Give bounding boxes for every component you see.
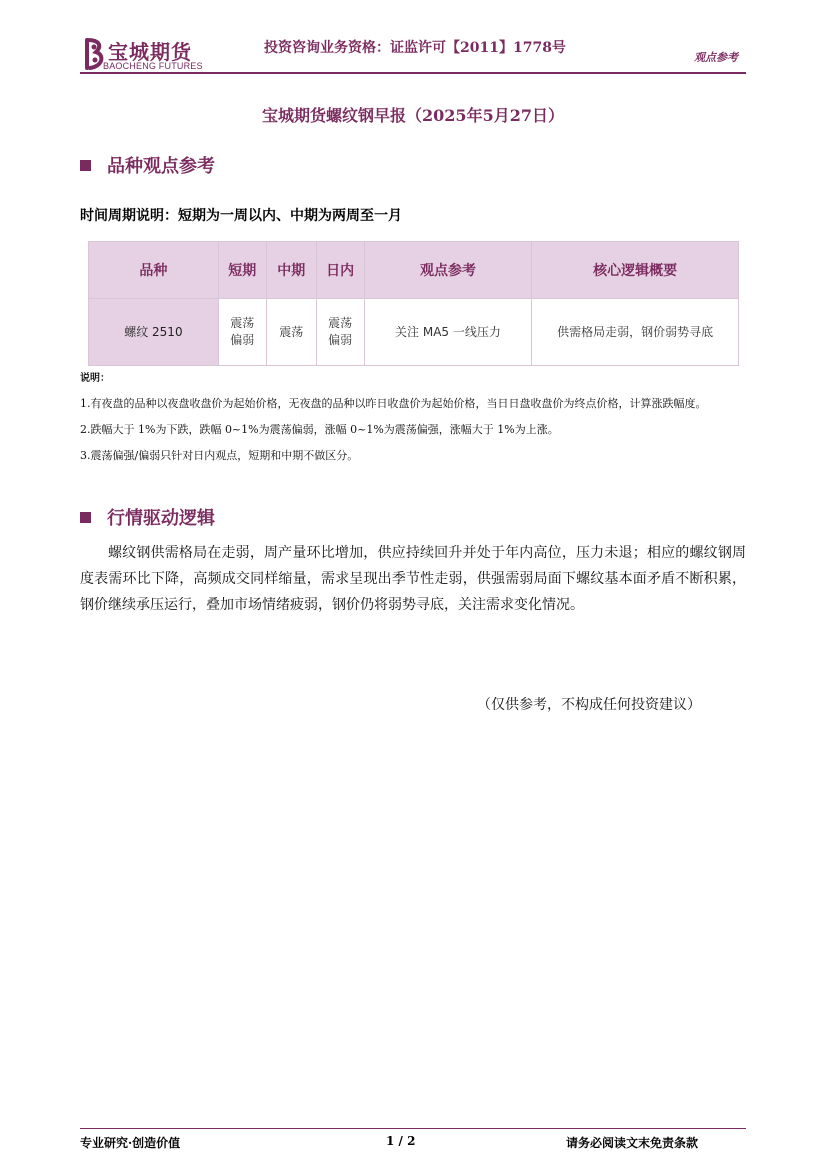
- qualification-text: 投资咨询业务资格：证监许可【2011】1778号: [264, 40, 566, 56]
- note-item: 2.跌幅大于 1%为下跌，跌幅 0~1%为震荡偏弱，涨幅 0~1%为震荡偏强，涨幅大于 1%为上涨。: [80, 423, 559, 436]
- table-cell: 震荡 偏弱: [218, 299, 266, 366]
- table-header-cell: 核心逻辑概要: [532, 242, 739, 299]
- footer-slogan: 专业研究·创造价值: [80, 1136, 181, 1150]
- table-row: [89, 299, 739, 366]
- notes-block: [80, 369, 746, 473]
- table-cell: 震荡: [266, 299, 316, 366]
- header-tag: 观点参考: [694, 51, 738, 64]
- table-cell: 供需格局走弱，钢价弱势寻底: [532, 299, 739, 366]
- note-item: 3.震荡偏强/偏弱只针对日内观点，短期和中期不做区分。: [80, 449, 359, 462]
- table-header-cell: 观点参考: [364, 242, 532, 299]
- section-heading-views: [80, 152, 215, 178]
- logic-paragraph: 螺纹钢供需格局在走弱，周产量环比增加，供应持续回升并处于年内高位，压力未退；相应的螺纹钢周度表需环比下降，高频成交同样缩量，需求呈现出季节性走弱，供强需弱局面下螺纹基本面矛盾不断积累，钢价继续承压运行，叠加市场情绪疲弱，钢价仍将弱势寻底，关注需求变化情况。: [80, 545, 746, 613]
- section-title: 行情驱动逻辑: [107, 508, 215, 529]
- period-note: 时间周期说明：短期为一周以内、中期为两周至一月: [80, 208, 402, 224]
- table-cell: 震荡 偏弱: [316, 299, 364, 366]
- header-divider: [80, 72, 746, 74]
- table-header-cell: 中期: [266, 242, 316, 299]
- table-header-cell: 品种: [89, 242, 219, 299]
- table-cell: 螺纹 2510: [89, 299, 219, 366]
- table-header-cell: 短期: [218, 242, 266, 299]
- note-item: 1.有夜盘的品种以夜盘收盘价为起始价格，无夜盘的品种以昨日收盘价为起始价格，当日日盘收盘价为终点价格，计算涨跌幅度。: [80, 397, 707, 410]
- section-title: 品种观点参考: [107, 156, 215, 177]
- page-header: [0, 0, 826, 76]
- notes-title: 说明：: [80, 373, 110, 384]
- section-bullet-icon: [80, 160, 91, 171]
- table-header-row: [89, 242, 739, 299]
- page-number: 1 / 2: [386, 1134, 416, 1148]
- logo-subtext: BAOCHENG FUTURES: [103, 61, 203, 71]
- logo-text: 宝城期货: [108, 40, 192, 64]
- table-header-cell: 日内: [316, 242, 364, 299]
- disclaimer-text: （仅供参考，不构成任何投资建议）: [477, 697, 701, 713]
- table-cell: 关注 MA5 一线压力: [364, 299, 532, 366]
- footer-disclaimer-link: 请务必阅读文末免责条款: [566, 1136, 699, 1150]
- report-title: 宝城期货螺纹钢早报（2025年5月27日）: [262, 106, 564, 125]
- views-table: [88, 241, 739, 366]
- section-bullet-icon: [80, 512, 91, 523]
- section-heading-logic: [80, 504, 215, 530]
- footer-divider: [80, 1128, 746, 1129]
